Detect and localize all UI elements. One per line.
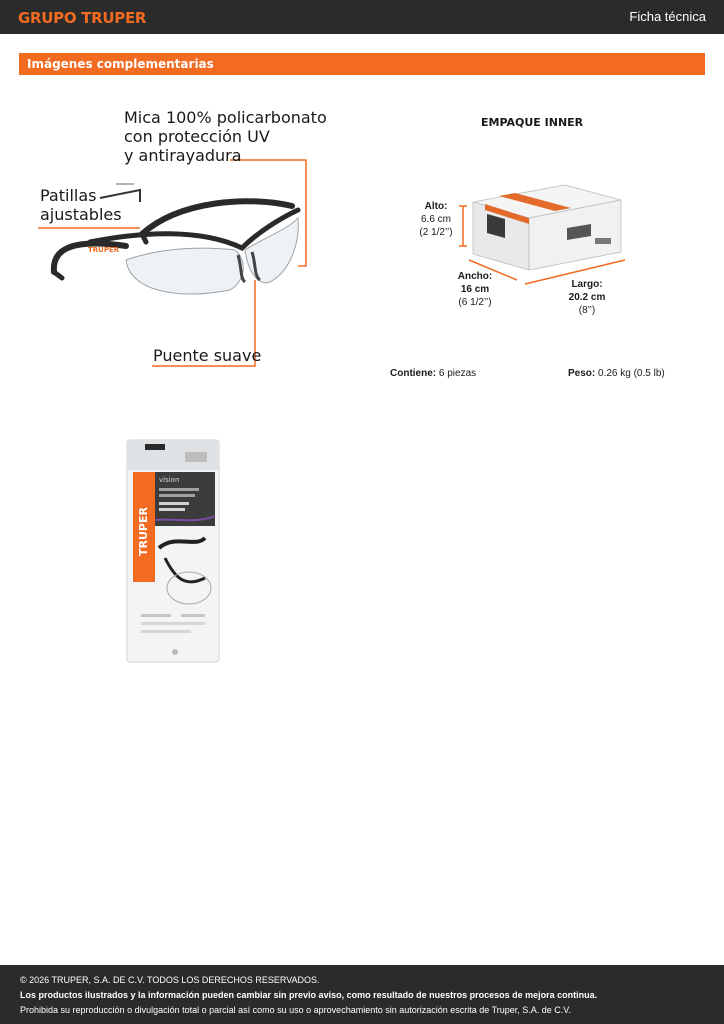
largo-dimension: Largo: 20.2 cm (8’’)	[568, 279, 606, 316]
peso-spec: Peso: 0.26 kg (0.5 lb)	[568, 368, 665, 379]
footer	[0, 965, 724, 1024]
patillas-callout: Patillas ajustables	[40, 186, 122, 224]
footer-notice: Los productos ilustrados y la información pueden cambiar sin previo aviso, como resultado de nuestros procesos de mejora continua.	[20, 990, 598, 1000]
retail-pack-image	[125, 438, 221, 664]
ancho-dimension: Ancho: 16 cm (6 1/2’’)	[457, 271, 493, 308]
pack-brand: TRUPER	[137, 507, 150, 556]
section-title: Imágenes complementarias	[27, 57, 214, 71]
temple-logo: TRUPER	[88, 246, 120, 254]
mica-callout: Mica 100% policarbonato con protección UV y antirayadura	[124, 108, 327, 165]
header-bar	[0, 0, 724, 34]
document-type: Ficha técnica	[629, 9, 706, 24]
puente-callout: Puente suave	[153, 346, 262, 365]
pack-line: vision	[159, 476, 180, 484]
brand-logo: GRUPO TRUPER	[18, 9, 147, 27]
footer-copyright: © 2026 TRUPER, S.A. DE C.V. TODOS LOS DERECHOS RESERVADOS.	[20, 975, 320, 985]
section-header	[19, 53, 705, 75]
packaging-title: EMPAQUE INNER	[481, 116, 584, 129]
footer-legal: Prohibida su reproducción o divulgación total o parcial así como su uso o aprovechamiento sin autorización escrita de Truper, S.A. de C.V.	[20, 1005, 571, 1015]
alto-dimension: Alto: 6.6 cm (2 1/2’’)	[419, 201, 453, 238]
contiene-spec: Contiene: 6 piezas	[390, 368, 477, 379]
